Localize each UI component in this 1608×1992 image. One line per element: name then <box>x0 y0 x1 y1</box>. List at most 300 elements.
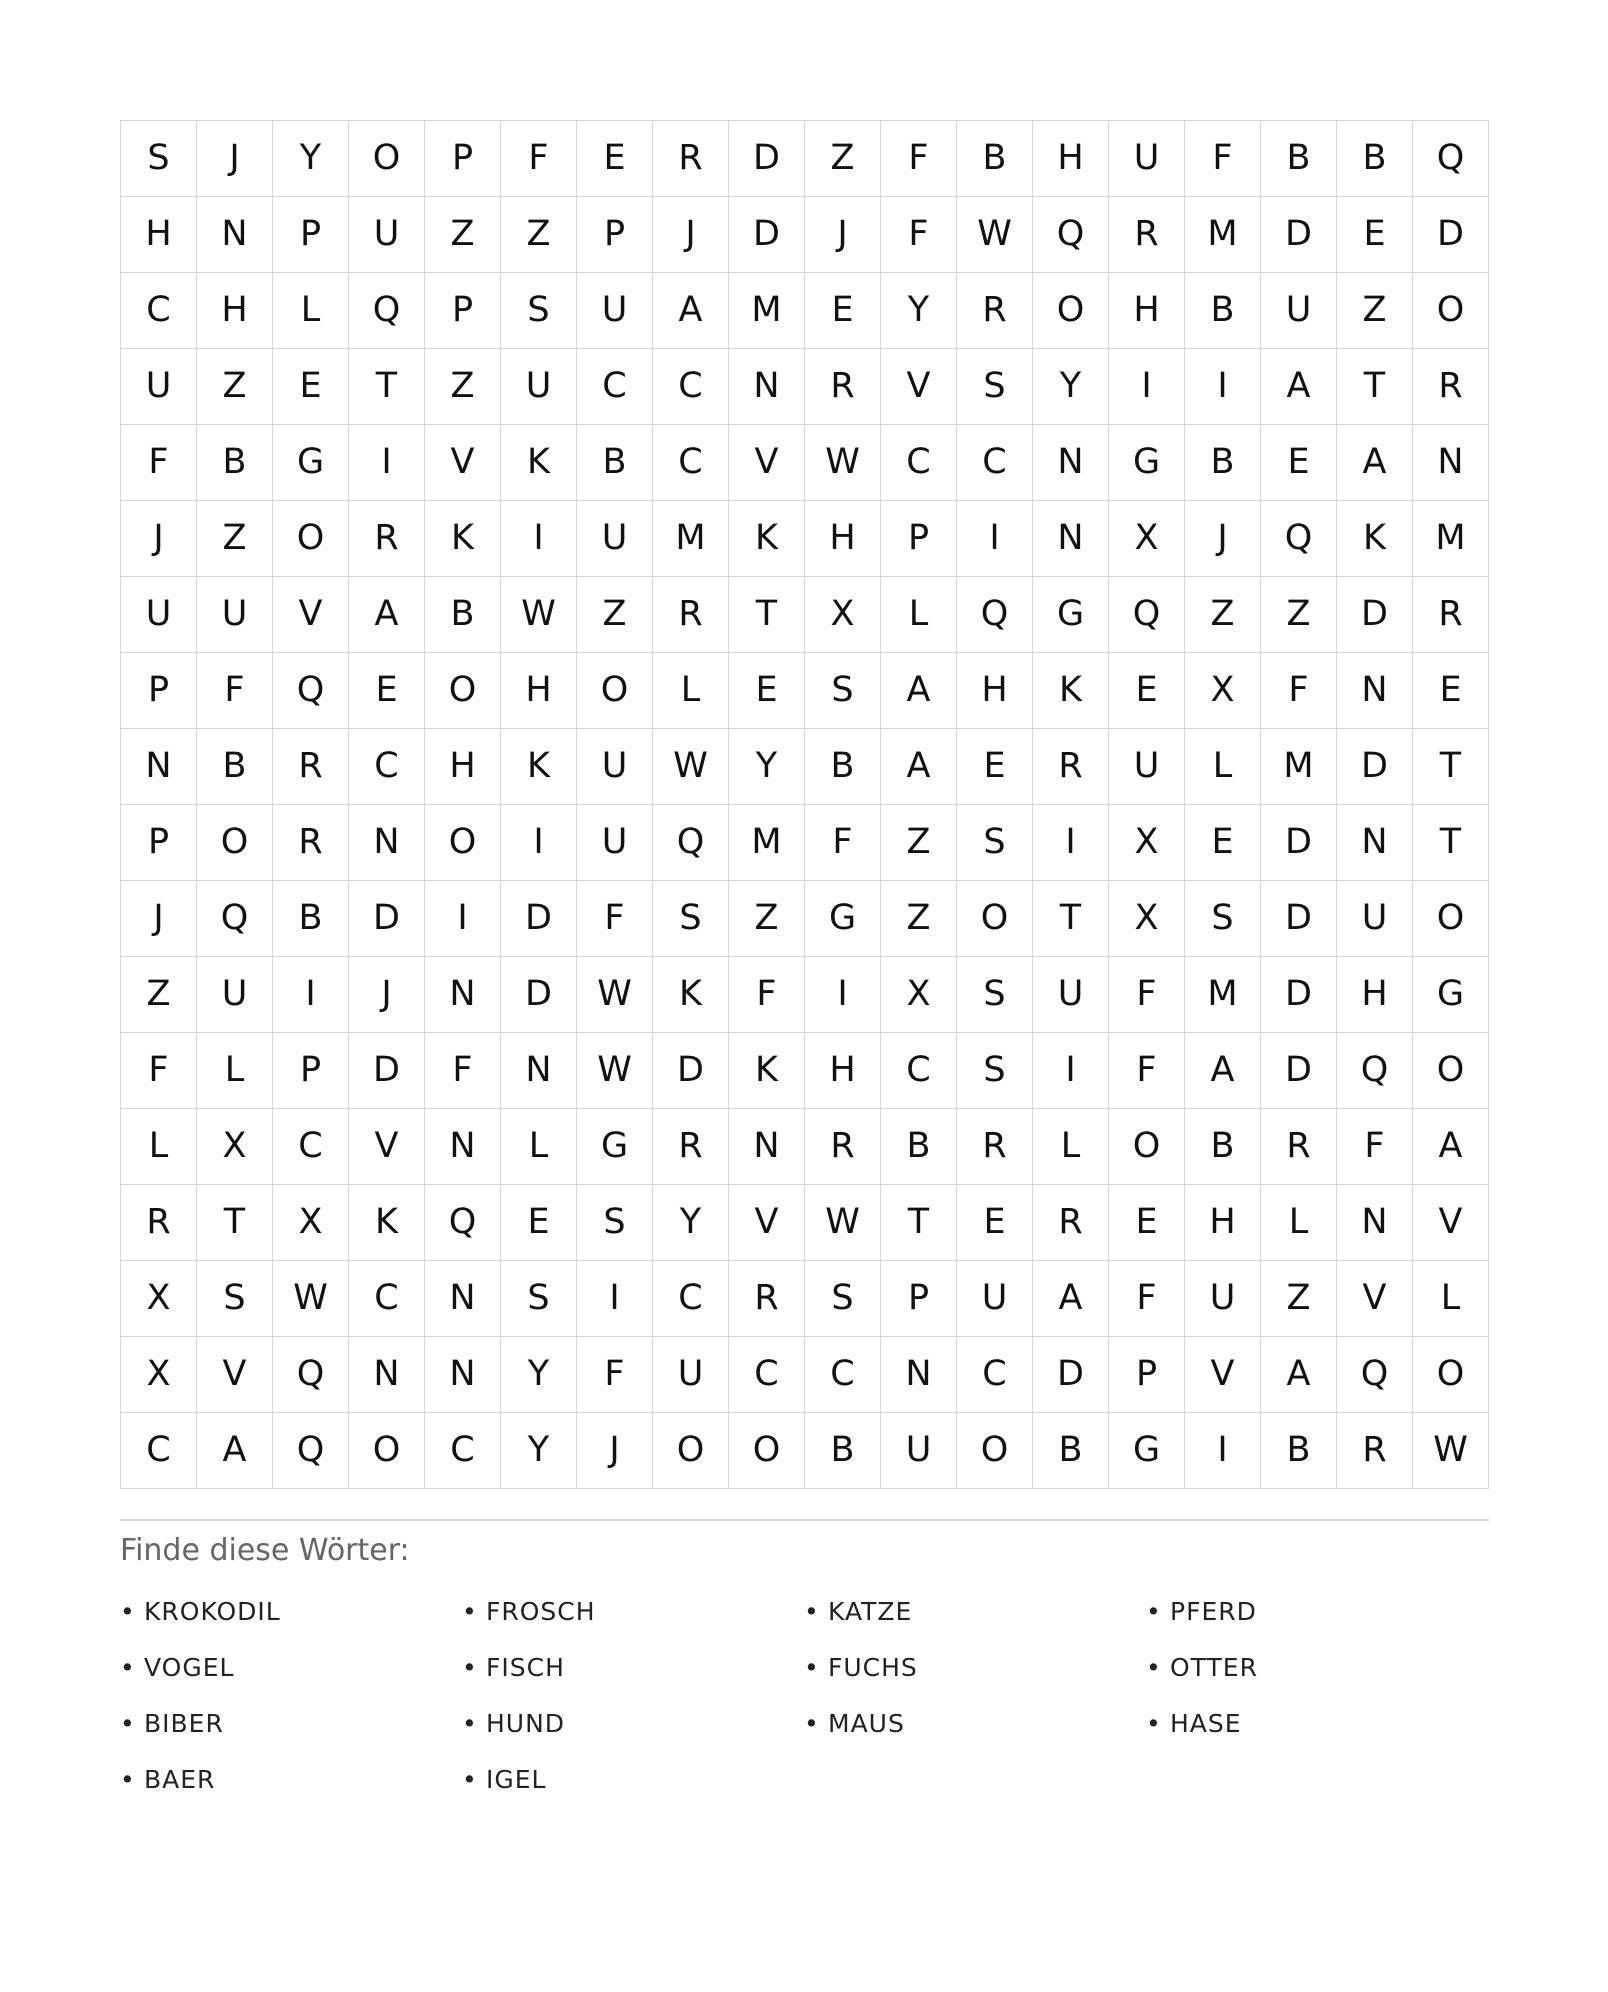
grid-cell[interactable]: W <box>1413 1413 1489 1489</box>
grid-cell[interactable]: L <box>1413 1261 1489 1337</box>
grid-cell[interactable]: K <box>349 1185 425 1261</box>
grid-cell[interactable]: X <box>1109 501 1185 577</box>
grid-cell[interactable]: B <box>805 1413 881 1489</box>
grid-cell[interactable]: Q <box>197 881 273 957</box>
grid-cell[interactable]: S <box>957 1033 1033 1109</box>
grid-cell[interactable]: R <box>349 501 425 577</box>
grid-cell[interactable]: Z <box>197 501 273 577</box>
grid-cell[interactable]: M <box>653 501 729 577</box>
grid-cell[interactable]: R <box>273 729 349 805</box>
grid-cell[interactable]: G <box>805 881 881 957</box>
grid-cell[interactable]: D <box>729 197 805 273</box>
grid-cell[interactable]: K <box>425 501 501 577</box>
grid-cell[interactable]: N <box>349 1337 425 1413</box>
grid-cell[interactable]: W <box>805 425 881 501</box>
grid-cell[interactable]: U <box>121 349 197 425</box>
grid-cell[interactable]: Y <box>729 729 805 805</box>
grid-cell[interactable]: N <box>501 1033 577 1109</box>
grid-cell[interactable]: N <box>425 1337 501 1413</box>
grid-cell[interactable]: N <box>121 729 197 805</box>
grid-cell[interactable]: X <box>273 1185 349 1261</box>
grid-cell[interactable]: D <box>1033 1337 1109 1413</box>
grid-cell[interactable]: Q <box>273 653 349 729</box>
grid-cell[interactable]: F <box>121 1033 197 1109</box>
grid-cell[interactable]: S <box>957 349 1033 425</box>
grid-cell[interactable]: Q <box>1337 1337 1413 1413</box>
grid-cell[interactable]: C <box>653 349 729 425</box>
grid-cell[interactable]: F <box>805 805 881 881</box>
grid-cell[interactable]: S <box>501 1261 577 1337</box>
grid-cell[interactable]: Z <box>197 349 273 425</box>
grid-cell[interactable]: A <box>1337 425 1413 501</box>
grid-cell[interactable]: C <box>121 1413 197 1489</box>
grid-cell[interactable]: E <box>273 349 349 425</box>
grid-cell[interactable]: B <box>577 425 653 501</box>
grid-cell[interactable]: S <box>121 121 197 197</box>
grid-cell[interactable]: M <box>1413 501 1489 577</box>
grid-cell[interactable]: F <box>501 121 577 197</box>
grid-cell[interactable]: Z <box>1261 577 1337 653</box>
grid-cell[interactable]: R <box>957 273 1033 349</box>
grid-cell[interactable]: P <box>273 197 349 273</box>
grid-cell[interactable]: Z <box>1337 273 1413 349</box>
grid-cell[interactable]: L <box>1185 729 1261 805</box>
grid-cell[interactable]: I <box>273 957 349 1033</box>
grid-cell[interactable]: M <box>729 805 805 881</box>
grid-cell[interactable]: B <box>1033 1413 1109 1489</box>
grid-cell[interactable]: F <box>1109 1033 1185 1109</box>
grid-cell[interactable]: O <box>1033 273 1109 349</box>
grid-cell[interactable]: L <box>197 1033 273 1109</box>
grid-cell[interactable]: R <box>1337 1413 1413 1489</box>
grid-cell[interactable]: Y <box>501 1413 577 1489</box>
grid-cell[interactable]: O <box>1413 1033 1489 1109</box>
grid-cell[interactable]: I <box>957 501 1033 577</box>
grid-cell[interactable]: R <box>1033 1185 1109 1261</box>
grid-cell[interactable]: R <box>805 349 881 425</box>
grid-cell[interactable]: X <box>1185 653 1261 729</box>
grid-cell[interactable]: K <box>501 425 577 501</box>
grid-cell[interactable]: I <box>501 805 577 881</box>
grid-cell[interactable]: R <box>1261 1109 1337 1185</box>
grid-cell[interactable]: C <box>121 273 197 349</box>
grid-cell[interactable]: U <box>653 1337 729 1413</box>
grid-cell[interactable]: V <box>1413 1185 1489 1261</box>
grid-cell[interactable]: E <box>1185 805 1261 881</box>
grid-cell[interactable]: F <box>1337 1109 1413 1185</box>
grid-cell[interactable]: N <box>425 957 501 1033</box>
grid-cell[interactable]: X <box>1109 805 1185 881</box>
grid-cell[interactable]: B <box>957 121 1033 197</box>
grid-cell[interactable]: D <box>653 1033 729 1109</box>
grid-cell[interactable]: S <box>957 805 1033 881</box>
grid-cell[interactable]: J <box>349 957 425 1033</box>
grid-cell[interactable]: B <box>1261 1413 1337 1489</box>
grid-cell[interactable]: R <box>805 1109 881 1185</box>
grid-cell[interactable]: P <box>577 197 653 273</box>
grid-cell[interactable]: E <box>1109 653 1185 729</box>
grid-cell[interactable]: H <box>1337 957 1413 1033</box>
grid-cell[interactable]: O <box>425 653 501 729</box>
grid-cell[interactable]: H <box>425 729 501 805</box>
grid-cell[interactable]: J <box>805 197 881 273</box>
grid-cell[interactable]: I <box>1185 1413 1261 1489</box>
grid-cell[interactable]: X <box>121 1261 197 1337</box>
grid-cell[interactable]: J <box>197 121 273 197</box>
grid-cell[interactable]: S <box>805 1261 881 1337</box>
grid-cell[interactable]: N <box>1337 653 1413 729</box>
grid-cell[interactable]: M <box>1261 729 1337 805</box>
grid-cell[interactable]: T <box>1033 881 1109 957</box>
grid-cell[interactable]: B <box>881 1109 957 1185</box>
grid-cell[interactable]: B <box>1337 121 1413 197</box>
grid-cell[interactable]: C <box>273 1109 349 1185</box>
grid-cell[interactable]: O <box>1413 273 1489 349</box>
grid-cell[interactable]: N <box>197 197 273 273</box>
grid-cell[interactable]: N <box>425 1109 501 1185</box>
grid-cell[interactable]: G <box>1413 957 1489 1033</box>
grid-cell[interactable]: Z <box>577 577 653 653</box>
grid-cell[interactable]: W <box>805 1185 881 1261</box>
grid-cell[interactable]: X <box>805 577 881 653</box>
grid-cell[interactable]: U <box>1261 273 1337 349</box>
grid-cell[interactable]: K <box>729 1033 805 1109</box>
grid-cell[interactable]: W <box>501 577 577 653</box>
grid-cell[interactable]: O <box>425 805 501 881</box>
grid-cell[interactable]: K <box>729 501 805 577</box>
grid-cell[interactable]: I <box>1033 805 1109 881</box>
grid-cell[interactable]: R <box>1413 577 1489 653</box>
grid-cell[interactable]: X <box>1109 881 1185 957</box>
grid-cell[interactable]: X <box>121 1337 197 1413</box>
grid-cell[interactable]: O <box>577 653 653 729</box>
grid-cell[interactable]: U <box>501 349 577 425</box>
grid-cell[interactable]: D <box>1337 577 1413 653</box>
grid-cell[interactable]: O <box>653 1413 729 1489</box>
grid-cell[interactable]: U <box>577 805 653 881</box>
grid-cell[interactable]: U <box>1109 121 1185 197</box>
grid-cell[interactable]: D <box>1261 197 1337 273</box>
grid-cell[interactable]: U <box>1109 729 1185 805</box>
grid-cell[interactable]: E <box>805 273 881 349</box>
grid-cell[interactable]: F <box>425 1033 501 1109</box>
grid-cell[interactable]: A <box>349 577 425 653</box>
grid-cell[interactable]: Z <box>805 121 881 197</box>
grid-cell[interactable]: J <box>121 501 197 577</box>
grid-cell[interactable]: D <box>501 881 577 957</box>
grid-cell[interactable]: B <box>197 425 273 501</box>
grid-cell[interactable]: T <box>1337 349 1413 425</box>
grid-cell[interactable]: Q <box>273 1337 349 1413</box>
grid-cell[interactable]: Y <box>1033 349 1109 425</box>
grid-cell[interactable]: J <box>653 197 729 273</box>
grid-cell[interactable]: L <box>273 273 349 349</box>
grid-cell[interactable]: U <box>957 1261 1033 1337</box>
grid-cell[interactable]: H <box>957 653 1033 729</box>
grid-cell[interactable]: Z <box>1185 577 1261 653</box>
grid-cell[interactable]: X <box>197 1109 273 1185</box>
grid-cell[interactable]: V <box>349 1109 425 1185</box>
grid-cell[interactable]: N <box>349 805 425 881</box>
grid-cell[interactable]: D <box>1261 805 1337 881</box>
grid-cell[interactable]: Z <box>425 197 501 273</box>
grid-cell[interactable]: D <box>349 881 425 957</box>
grid-cell[interactable]: E <box>349 653 425 729</box>
grid-cell[interactable]: K <box>501 729 577 805</box>
grid-cell[interactable]: O <box>1413 881 1489 957</box>
grid-cell[interactable]: Z <box>881 805 957 881</box>
grid-cell[interactable]: Q <box>1261 501 1337 577</box>
grid-cell[interactable]: O <box>1109 1109 1185 1185</box>
grid-cell[interactable]: N <box>1033 501 1109 577</box>
grid-cell[interactable]: A <box>1033 1261 1109 1337</box>
grid-cell[interactable]: Q <box>957 577 1033 653</box>
grid-cell[interactable]: O <box>349 121 425 197</box>
grid-cell[interactable]: T <box>349 349 425 425</box>
grid-cell[interactable]: B <box>1185 1109 1261 1185</box>
grid-cell[interactable]: A <box>881 653 957 729</box>
grid-cell[interactable]: E <box>501 1185 577 1261</box>
grid-cell[interactable]: C <box>349 1261 425 1337</box>
grid-cell[interactable]: P <box>273 1033 349 1109</box>
grid-cell[interactable]: Q <box>653 805 729 881</box>
grid-cell[interactable]: C <box>881 425 957 501</box>
grid-cell[interactable]: A <box>1261 349 1337 425</box>
grid-cell[interactable]: M <box>729 273 805 349</box>
grid-cell[interactable]: W <box>653 729 729 805</box>
grid-cell[interactable]: D <box>1261 881 1337 957</box>
grid-cell[interactable]: S <box>577 1185 653 1261</box>
grid-cell[interactable]: E <box>1261 425 1337 501</box>
grid-cell[interactable]: V <box>1185 1337 1261 1413</box>
grid-cell[interactable]: S <box>957 957 1033 1033</box>
grid-cell[interactable]: F <box>881 121 957 197</box>
grid-cell[interactable]: T <box>1413 729 1489 805</box>
grid-cell[interactable]: C <box>957 425 1033 501</box>
grid-cell[interactable]: I <box>349 425 425 501</box>
grid-cell[interactable]: G <box>1033 577 1109 653</box>
grid-cell[interactable]: D <box>1413 197 1489 273</box>
grid-cell[interactable]: U <box>577 501 653 577</box>
grid-cell[interactable]: F <box>881 197 957 273</box>
grid-cell[interactable]: D <box>501 957 577 1033</box>
grid-cell[interactable]: C <box>805 1337 881 1413</box>
grid-cell[interactable]: E <box>957 1185 1033 1261</box>
grid-cell[interactable]: V <box>273 577 349 653</box>
grid-cell[interactable]: Q <box>273 1413 349 1489</box>
grid-cell[interactable]: U <box>1185 1261 1261 1337</box>
grid-cell[interactable]: Y <box>881 273 957 349</box>
grid-cell[interactable]: R <box>273 805 349 881</box>
grid-cell[interactable]: T <box>881 1185 957 1261</box>
grid-cell[interactable]: F <box>197 653 273 729</box>
grid-cell[interactable]: U <box>197 957 273 1033</box>
grid-cell[interactable]: S <box>501 273 577 349</box>
grid-cell[interactable]: H <box>501 653 577 729</box>
grid-cell[interactable]: L <box>881 577 957 653</box>
grid-cell[interactable]: P <box>881 1261 957 1337</box>
grid-cell[interactable]: N <box>1337 1185 1413 1261</box>
grid-cell[interactable]: Q <box>1109 577 1185 653</box>
grid-cell[interactable]: H <box>805 1033 881 1109</box>
grid-cell[interactable]: P <box>1109 1337 1185 1413</box>
grid-cell[interactable]: S <box>1185 881 1261 957</box>
grid-cell[interactable]: R <box>653 121 729 197</box>
grid-cell[interactable]: E <box>577 121 653 197</box>
grid-cell[interactable]: U <box>881 1413 957 1489</box>
grid-cell[interactable]: G <box>577 1109 653 1185</box>
grid-cell[interactable]: D <box>729 121 805 197</box>
grid-cell[interactable]: N <box>729 349 805 425</box>
grid-cell[interactable]: R <box>653 1109 729 1185</box>
grid-cell[interactable]: B <box>425 577 501 653</box>
grid-cell[interactable]: G <box>273 425 349 501</box>
grid-cell[interactable]: V <box>729 425 805 501</box>
grid-cell[interactable]: V <box>881 349 957 425</box>
grid-cell[interactable]: K <box>1337 501 1413 577</box>
grid-cell[interactable]: F <box>1109 957 1185 1033</box>
grid-cell[interactable]: H <box>1185 1185 1261 1261</box>
grid-cell[interactable]: X <box>881 957 957 1033</box>
grid-cell[interactable]: P <box>425 273 501 349</box>
grid-cell[interactable]: U <box>577 729 653 805</box>
grid-cell[interactable]: O <box>273 501 349 577</box>
grid-cell[interactable]: R <box>1109 197 1185 273</box>
grid-cell[interactable]: D <box>1337 729 1413 805</box>
grid-cell[interactable]: O <box>957 881 1033 957</box>
grid-cell[interactable]: F <box>1185 121 1261 197</box>
grid-cell[interactable]: Z <box>121 957 197 1033</box>
grid-cell[interactable]: H <box>805 501 881 577</box>
grid-cell[interactable]: H <box>1109 273 1185 349</box>
grid-cell[interactable]: B <box>273 881 349 957</box>
grid-cell[interactable]: N <box>1033 425 1109 501</box>
grid-cell[interactable]: I <box>1185 349 1261 425</box>
grid-cell[interactable]: R <box>653 577 729 653</box>
grid-cell[interactable]: Q <box>349 273 425 349</box>
grid-cell[interactable]: I <box>805 957 881 1033</box>
grid-cell[interactable]: U <box>349 197 425 273</box>
grid-cell[interactable]: L <box>1033 1109 1109 1185</box>
grid-cell[interactable]: E <box>1337 197 1413 273</box>
grid-cell[interactable]: W <box>273 1261 349 1337</box>
grid-cell[interactable]: V <box>425 425 501 501</box>
grid-cell[interactable]: Q <box>1337 1033 1413 1109</box>
grid-cell[interactable]: W <box>577 1033 653 1109</box>
grid-cell[interactable]: O <box>729 1413 805 1489</box>
grid-cell[interactable]: Z <box>881 881 957 957</box>
grid-cell[interactable]: P <box>121 805 197 881</box>
grid-cell[interactable]: A <box>1185 1033 1261 1109</box>
grid-cell[interactable]: B <box>197 729 273 805</box>
grid-cell[interactable]: Z <box>501 197 577 273</box>
grid-cell[interactable]: B <box>1261 121 1337 197</box>
grid-cell[interactable]: W <box>577 957 653 1033</box>
grid-cell[interactable]: C <box>349 729 425 805</box>
grid-cell[interactable]: O <box>957 1413 1033 1489</box>
grid-cell[interactable]: Q <box>1413 121 1489 197</box>
grid-cell[interactable]: U <box>197 577 273 653</box>
grid-cell[interactable]: F <box>729 957 805 1033</box>
grid-cell[interactable]: N <box>729 1109 805 1185</box>
grid-cell[interactable]: K <box>653 957 729 1033</box>
grid-cell[interactable]: R <box>957 1109 1033 1185</box>
grid-cell[interactable]: D <box>1261 957 1337 1033</box>
grid-cell[interactable]: I <box>577 1261 653 1337</box>
grid-cell[interactable]: F <box>577 881 653 957</box>
grid-cell[interactable]: N <box>1413 425 1489 501</box>
grid-cell[interactable]: L <box>501 1109 577 1185</box>
grid-cell[interactable]: E <box>957 729 1033 805</box>
grid-cell[interactable]: U <box>1033 957 1109 1033</box>
grid-cell[interactable]: F <box>1109 1261 1185 1337</box>
grid-cell[interactable]: S <box>653 881 729 957</box>
grid-cell[interactable]: V <box>729 1185 805 1261</box>
grid-cell[interactable]: C <box>425 1413 501 1489</box>
grid-cell[interactable]: A <box>197 1413 273 1489</box>
grid-cell[interactable]: M <box>1185 957 1261 1033</box>
grid-cell[interactable]: B <box>805 729 881 805</box>
grid-cell[interactable]: R <box>121 1185 197 1261</box>
grid-cell[interactable]: T <box>729 577 805 653</box>
grid-cell[interactable]: C <box>653 1261 729 1337</box>
grid-cell[interactable]: J <box>1185 501 1261 577</box>
grid-cell[interactable]: L <box>121 1109 197 1185</box>
grid-cell[interactable]: N <box>425 1261 501 1337</box>
grid-cell[interactable]: C <box>957 1337 1033 1413</box>
grid-cell[interactable]: K <box>1033 653 1109 729</box>
grid-cell[interactable]: V <box>1337 1261 1413 1337</box>
grid-cell[interactable]: I <box>1109 349 1185 425</box>
grid-cell[interactable]: C <box>729 1337 805 1413</box>
grid-cell[interactable]: C <box>653 425 729 501</box>
grid-cell[interactable]: Z <box>1261 1261 1337 1337</box>
grid-cell[interactable]: L <box>1261 1185 1337 1261</box>
grid-cell[interactable]: R <box>729 1261 805 1337</box>
grid-cell[interactable]: E <box>1413 653 1489 729</box>
grid-cell[interactable]: Y <box>653 1185 729 1261</box>
grid-cell[interactable]: U <box>577 273 653 349</box>
grid-cell[interactable]: N <box>881 1337 957 1413</box>
grid-cell[interactable]: A <box>1413 1109 1489 1185</box>
grid-cell[interactable]: J <box>121 881 197 957</box>
grid-cell[interactable]: Y <box>501 1337 577 1413</box>
grid-cell[interactable]: F <box>577 1337 653 1413</box>
grid-cell[interactable]: G <box>1109 1413 1185 1489</box>
grid-cell[interactable]: Z <box>425 349 501 425</box>
grid-cell[interactable]: T <box>1413 805 1489 881</box>
grid-cell[interactable]: C <box>577 349 653 425</box>
grid-cell[interactable]: T <box>197 1185 273 1261</box>
grid-cell[interactable]: B <box>1185 425 1261 501</box>
grid-cell[interactable]: H <box>121 197 197 273</box>
grid-cell[interactable]: Y <box>273 121 349 197</box>
grid-cell[interactable]: R <box>1413 349 1489 425</box>
grid-cell[interactable]: P <box>881 501 957 577</box>
grid-cell[interactable]: L <box>653 653 729 729</box>
grid-cell[interactable]: B <box>1185 273 1261 349</box>
grid-cell[interactable]: E <box>729 653 805 729</box>
grid-cell[interactable]: I <box>501 501 577 577</box>
grid-cell[interactable]: D <box>349 1033 425 1109</box>
grid-cell[interactable]: U <box>121 577 197 653</box>
grid-cell[interactable]: A <box>881 729 957 805</box>
grid-cell[interactable]: Z <box>729 881 805 957</box>
grid-cell[interactable]: O <box>1413 1337 1489 1413</box>
grid-cell[interactable]: N <box>1337 805 1413 881</box>
grid-cell[interactable]: O <box>349 1413 425 1489</box>
grid-cell[interactable]: P <box>121 653 197 729</box>
